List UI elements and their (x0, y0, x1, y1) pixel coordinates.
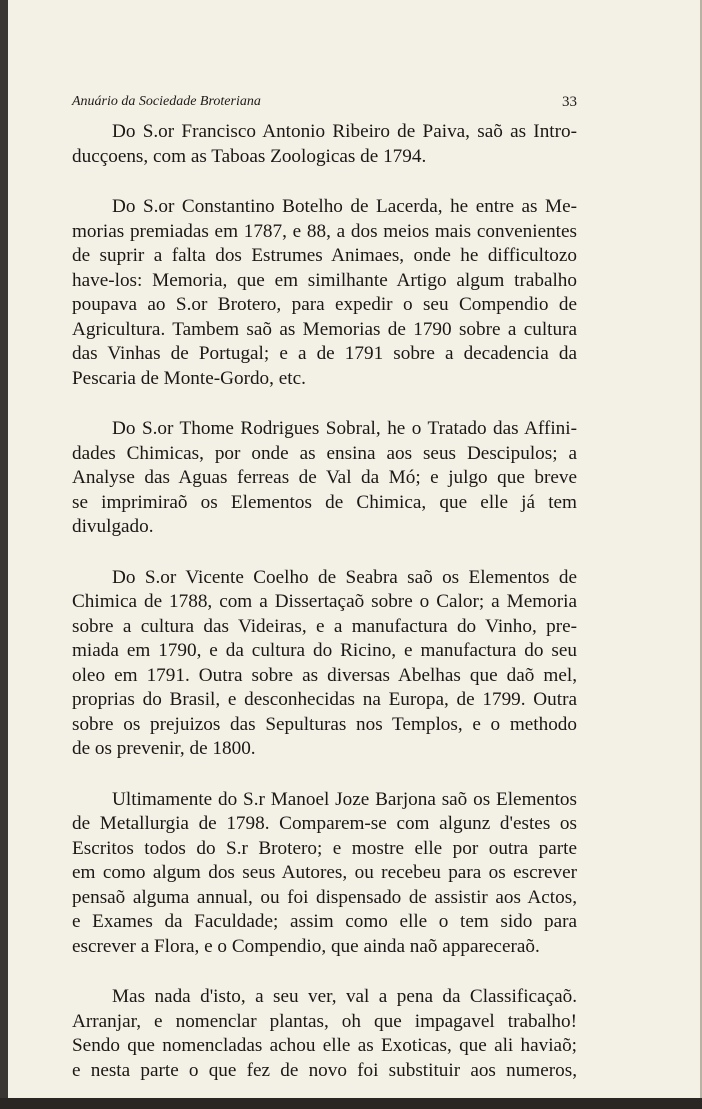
text-line: de Metallurgia de 1798. Comparem-se com algunz d'estes os (72, 813, 577, 834)
text-line: das Vinhas de Portugal; e a de 1791 sobre a decadencia da (72, 343, 577, 364)
text-line: sobre a cultura das Videiras, e a manufactura do Vinho, pre- (72, 615, 577, 637)
text-line: ducçoens, com as Taboas Zoologicas de 1794. (72, 145, 427, 167)
body-text (72, 120, 577, 1109)
text-line: Sendo que nomencladas achou elle as Exoticas, que ali haviaõ; (72, 1035, 577, 1056)
text-line: Ultimamente do S.r Manoel Joze Barjona saõ os Elementos (112, 788, 577, 810)
text-line: se imprimiraõ os Elementos de Chimica, que elle já tem (72, 491, 577, 513)
text-line: Agricultura. Tambem saõ as Memorias de 1790 sobre a cultura (72, 318, 577, 340)
text-line: de suprir a falta dos Estrumes Animaes, onde he difficultozo (72, 245, 577, 266)
text-line: pensaõ alguma annual, ou foi dispensado de assistir aos Actos, (72, 886, 577, 908)
text-line: miada em 1790, e da cultura do Ricino, e manufactura do seu (72, 640, 577, 661)
paragraph (72, 417, 577, 540)
text-line: Do S.or Thome Rodrigues Sobral, he o Tratado das Affini- (112, 418, 577, 439)
text-line: proprias do Brasil, e desconhecidas na Europa, de 1799. Outra (72, 689, 577, 710)
text-line: Escritos todos do S.r Brotero; e mostre elle por outra parte (72, 837, 577, 859)
text-line: divulgado. (72, 516, 154, 537)
text-line: e Exames da Faculdade; assim como elle o tem sido para (72, 911, 577, 932)
text-line: Analyse das Aguas ferreas de Val da Mó; e julgo que breve (72, 467, 577, 488)
paragraph (72, 195, 577, 391)
text-line: Do S.or Constantino Botelho de Lacerda, he entre as Me- (112, 196, 577, 217)
text-line: Mas nada d'isto, a seu ver, val a pena da Classificaçaõ. (112, 986, 577, 1007)
text-line: Pescaria de Monte-Gordo, etc. (72, 367, 306, 389)
paragraph (72, 566, 577, 762)
paragraph (72, 120, 577, 169)
page-number: 33 (562, 94, 577, 110)
text-line: e nesta parte o que fez de novo foi substituir aos numeros, (72, 1059, 577, 1081)
paragraph (72, 985, 577, 1083)
text-line: sobre os prejuizos das Sepulturas nos Templos, e o methodo (72, 713, 577, 735)
text-line: poupava ao S.or Brotero, para expedir o seu Compendio de (72, 294, 577, 315)
text-line: oleo em 1791. Outra sobre as diversas Abelhas que daõ mel, (72, 664, 577, 686)
text-line: have-los: Memoria, que em similhante Artigo algum trabalho (72, 269, 577, 291)
text-line: escrever a Flora, e o Compendio, que ainda naõ appareceraõ. (72, 935, 540, 957)
text-line: Do S.or Francisco Antonio Ribeiro de Paiva, saõ as Intro- (112, 121, 577, 142)
text-line: de os prevenir, de 1800. (72, 738, 256, 759)
paragraph (72, 788, 577, 960)
page-header (72, 94, 577, 114)
text-line: dades Chimicas, por onde as ensina aos seus Descipulos; a (72, 442, 577, 464)
text-line: Chimica de 1788, com a Dissertaçaõ sobre o Calor; a Memoria (72, 591, 577, 612)
text-line: Do S.or Vicente Coelho de Seabra saõ os Elementos de (112, 566, 577, 588)
text-line: Arranjar, e nomenclar plantas, oh que impagavel trabalho! (72, 1010, 577, 1032)
running-title: Anuário da Sociedade Broteriana (72, 94, 261, 109)
text-line: morias premiadas em 1787, e 88, a dos meios mais convenientes (72, 220, 577, 242)
text-line: em como algum dos seus Autores, ou recebeu para os escrever (72, 862, 577, 883)
